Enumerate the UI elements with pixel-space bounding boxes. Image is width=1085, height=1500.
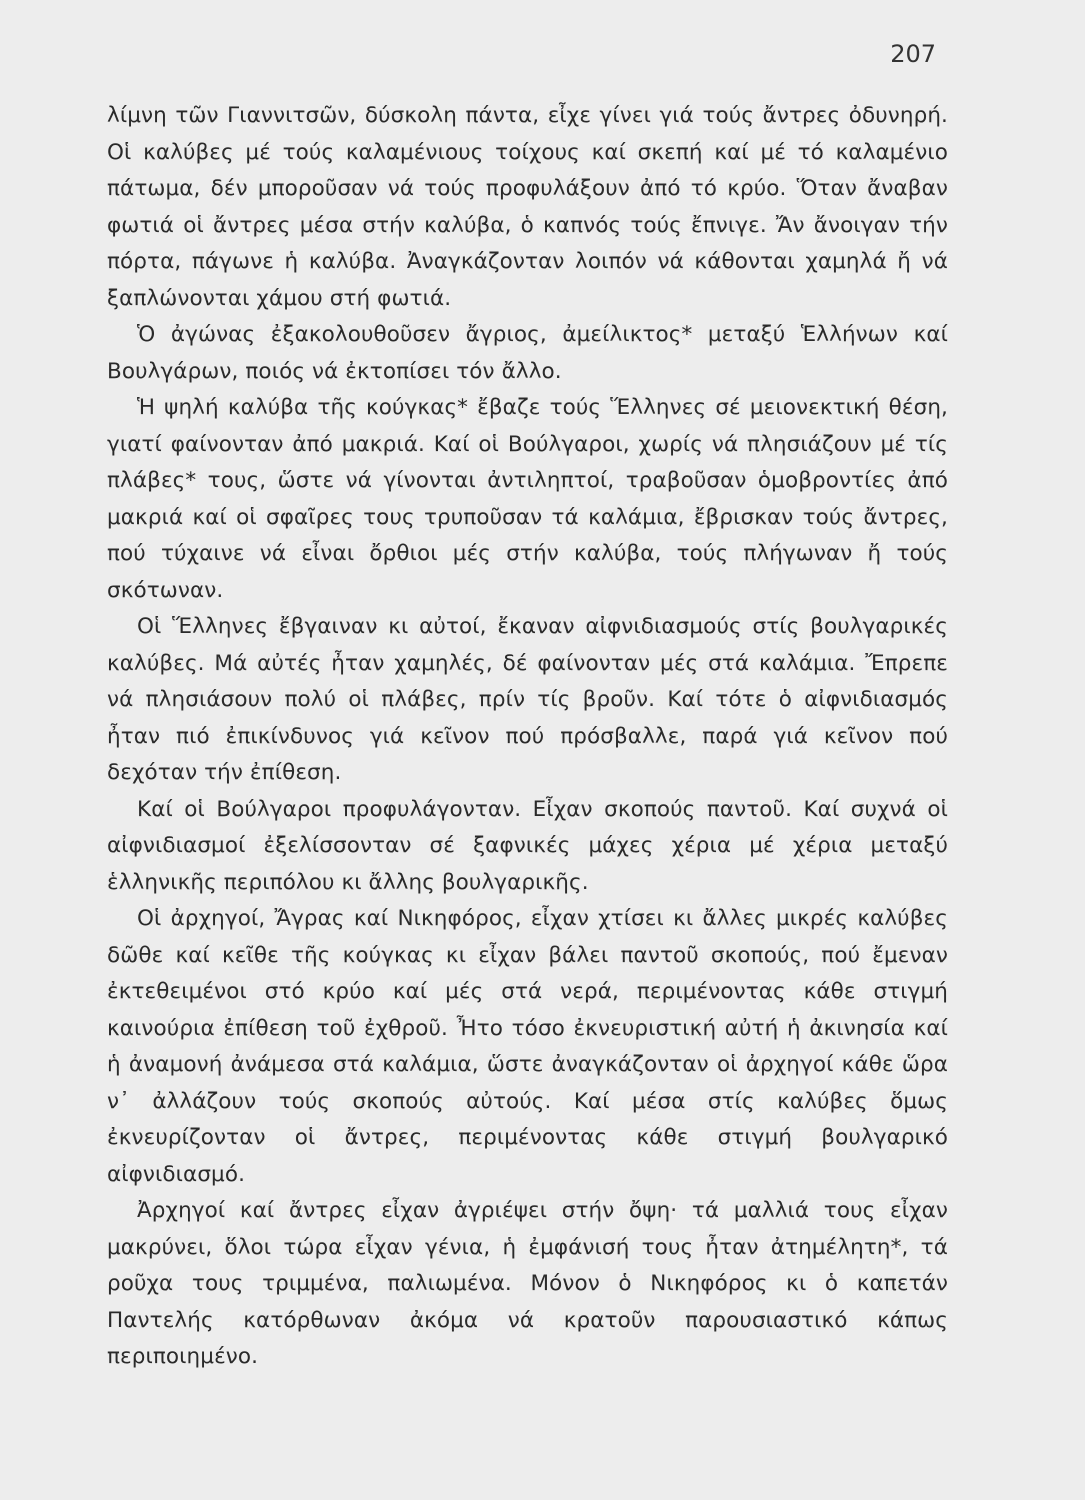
paragraph-4: Οἱ Ἕλληνες ἔβγαιναν κι αὐτοί, ἔκαναν αἰφνιδιασμούς στίς βουλγαρικές καλύβες. Μά αὐτές ἦταν χαμηλές, δέ φαίνονταν μές στά καλάμια. Ἔπρεπε νά πλησιάσουν πολύ οἱ πλάβες, πρίν τίς βροῦν. Καί τότε ὁ αἰφνιδιασμός ἦταν πιό ἐπικίνδυνος γιά κεῖνον πού πρόσβαλλε, παρά γιά κεῖνον πού δεχόταν τήν ἐπίθεση. [107,614,948,785]
paragraph-1: λίμνη τῶν Γιαννιτσῶν, δύσκολη πάντα, εἶχε γίνει γιά τούς ἄντρες ὀδυνηρή. Οἱ καλύβες μέ τούς καλαμένιους τοίχους καί σκεπή καί μέ τό καλαμένιο πάτωμα, δέν μποροῦσαν νά τούς προφυλάξουν ἀπό τό κρύο. Ὅταν ἄναβαν φωτιά οἱ ἄντρες μέσα στήν καλύβα, ὁ καπνός τούς ἔπνιγε. Ἄν ἄνοιγαν τήν πόρτα, πάγωνε ἡ καλύβα. Ἀναγκάζονταν λοιπόν νά κάθονται χαμηλά ἤ νά ξαπλώνονται χάμου στή φωτιά. [107,103,948,311]
paragraph-3: Ἡ ψηλή καλύβα τῆς κούγκας* ἔβαζε τούς Ἕλληνες σέ μειονεκτική θέση, γιατί φαίνονταν ἀπό μακριά. Καί οἱ Βούλγαροι, χωρίς νά πλησιάζουν μέ τίς πλάβες* τους, ὥστε νά γίνονται ἀντιληπτοί, τραβοῦσαν ὁμοβροντίες ἀπό μακριά καί οἱ σφαῖρες τους τρυποῦσαν τά καλάμια, ἔβρισκαν τούς ἄντρες, πού τύχαινε νά εἶναι ὄρθιοι μές στήν καλύβα, τούς πλήγωναν ἤ τούς σκότωναν. [107,395,948,603]
body-text [107,98,948,1376]
page-number: 207 [890,40,936,68]
paragraph-7: Ἀρχηγοί καί ἄντρες εἶχαν ἀγριέψει στήν ὄψη· τά μαλλιά τους εἶχαν μακρύνει, ὅλοι τώρα εἶχαν γένια, ἡ ἐμφάνισή τους ἦταν ἀτημέλητη*, τά ροῦχα τους τριμμένα, παλιωμένα. Μόνον ὁ Νικηφόρος κι ὁ καπετάν Παντελής κατόρθωναν ἀκόμα νά κρατοῦν παρουσιαστικό κάπως περιποιημένο. [107,1198,948,1369]
paragraph-2: Ὁ ἀγώνας ἐξακολουθοῦσεν ἄγριος, ἀμείλικτος* μεταξύ Ἑλλήνων καί Βουλγάρων, ποιός νά ἐκτοπίσει τόν ἄλλο. [107,322,948,384]
paragraph-5: Καί οἱ Βούλγαροι προφυλάγονταν. Εἶχαν σκοπούς παντοῦ. Καί συχνά οἱ αἰφνιδιασμοί ἐξελίσσονταν σέ ξαφνικές μάχες χέρια μέ χέρια μεταξύ ἑλληνικῆς περιπόλου κι ἄλλης βουλγαρικῆς. [107,796,948,895]
paragraph-6: Οἱ ἀρχηγοί, Ἄγρας καί Νικηφόρος, εἶχαν χτίσει κι ἄλλες μικρές καλύβες δῶθε καί κεῖθε τῆς κούγκας κι εἶχαν βάλει παντοῦ σκοπούς, πού ἔμεναν ἐκτεθειμένοι στό κρύο καί μές στά νερά, περιμένοντας κάθε στιγμή καινούρια ἐπίθεση τοῦ ἐχθροῦ. Ἦτο τόσο ἐκνευριστική αὐτή ἡ ἀκινησία καί ἡ ἀναμονή ἀνάμεσα στά καλάμια, ὥστε ἀναγκάζονταν οἱ ἀρχηγοί κάθε ὥρα ν᾿ ἀλλάζουν τούς σκοπούς αὐτούς. Καί μέσα στίς καλύβες ὅμως ἐκνευρίζονταν οἱ ἄντρες, περιμένοντας κάθε στιγμή βουλγαρικό αἰφνιδιασμό. [107,906,948,1187]
